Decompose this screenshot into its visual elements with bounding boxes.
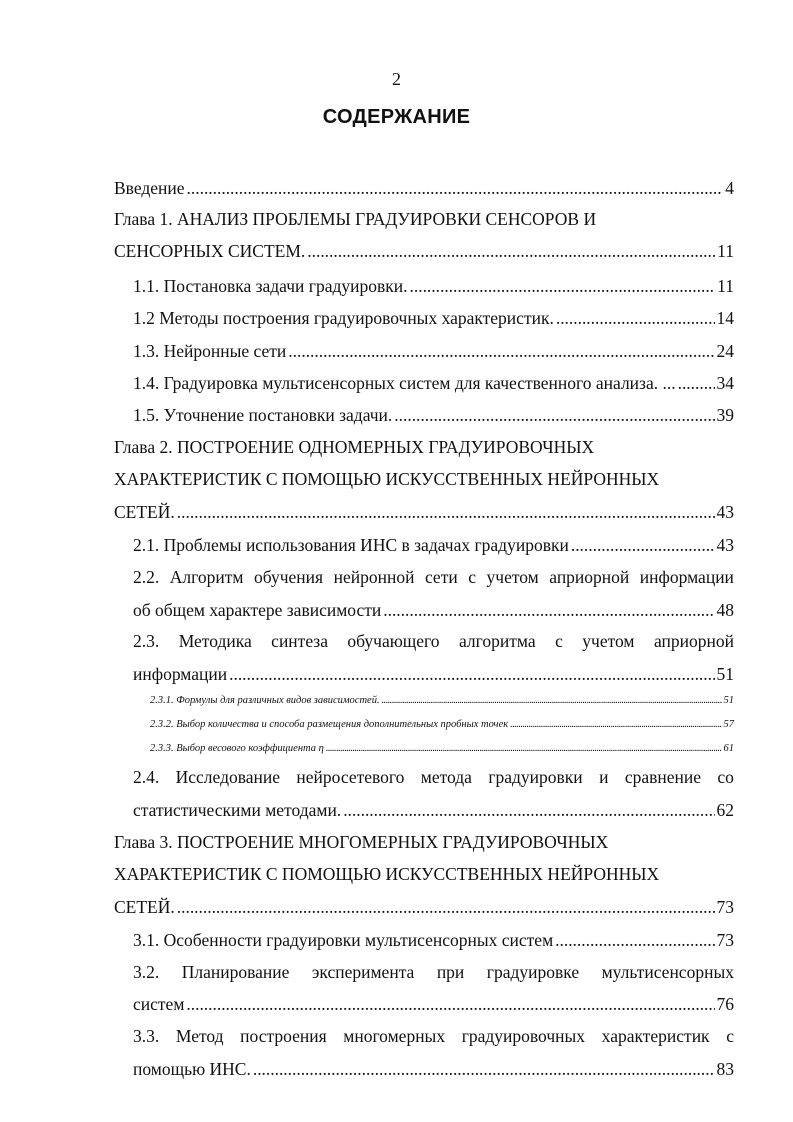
- word: с: [726, 1026, 734, 1046]
- word: 3.2.: [133, 962, 160, 982]
- word: построения: [240, 1026, 327, 1046]
- toc-chapter-2-line2[interactable]: ХАРАКТЕРИСТИК С ПОМОЩЬЮ ИСКУССТВЕННЫХ НЕЙРОННЫХ: [114, 469, 660, 489]
- word: многомерных: [343, 1026, 446, 1046]
- toc-page-number: 62: [716, 800, 734, 820]
- toc-entry-2-2-line1[interactable]: [133, 567, 734, 588]
- toc-entry-3-3-line1[interactable]: [133, 1026, 734, 1047]
- word: обучения: [253, 567, 324, 587]
- word: сети: [424, 567, 458, 587]
- word: с: [468, 567, 477, 587]
- toc-entry-text: Введение: [114, 178, 185, 198]
- word: обучающего: [347, 631, 440, 651]
- toc-entry-text: 1.5. Уточнение постановки задачи.: [133, 405, 393, 425]
- word: мультисенсорных: [601, 962, 734, 982]
- toc-page-number: 73: [716, 897, 734, 917]
- word: учетом: [486, 567, 539, 587]
- leader-dots: [394, 405, 714, 426]
- leader-dots: [555, 930, 714, 951]
- toc-entry-3-1[interactable]: [133, 930, 734, 951]
- page-number: 2: [392, 69, 401, 89]
- leader-dots: [382, 695, 722, 706]
- word: 2.4.: [133, 767, 160, 787]
- toc-entry-1-4[interactable]: [133, 373, 734, 394]
- word: Методика: [178, 631, 252, 651]
- toc-entry-intro[interactable]: [114, 178, 734, 199]
- toc-entry-3-2[interactable]: [133, 994, 734, 1015]
- toc-entry-1-2[interactable]: [133, 308, 734, 329]
- word: информации: [639, 567, 734, 587]
- leader-dots: [177, 897, 715, 918]
- toc-entry-text: 2.3.1. Формулы для различных видов зависимостей.: [150, 695, 380, 706]
- word: метода: [420, 767, 472, 787]
- toc-entry-text: 2.3.2. Выбор количества и способа размещения дополнительных пробных точек: [150, 719, 509, 730]
- word: априорной: [653, 631, 734, 651]
- toc-page-number: 11: [717, 276, 734, 296]
- leader-dots: [229, 664, 714, 685]
- leader-dots: [343, 800, 714, 821]
- toc-entry-2-4[interactable]: [133, 800, 734, 821]
- toc-page-number: 14: [716, 308, 734, 328]
- toc-entry-3-3[interactable]: [133, 1059, 734, 1080]
- toc-entry-text: СЕНСОРНЫХ СИСТЕМ.: [114, 241, 306, 261]
- toc-page-number: 39: [716, 405, 734, 425]
- toc-page-number: 11: [717, 241, 734, 261]
- toc-chapter-2[interactable]: [114, 502, 734, 523]
- word: алгоритма: [458, 631, 536, 651]
- toc-chapter-1-line1[interactable]: Глава 1. АНАЛИЗ ПРОБЛЕМЫ ГРАДУИРОВКИ СЕНСОРОВ И: [114, 209, 597, 229]
- word: учетом: [582, 631, 635, 651]
- toc-entry-text: систем: [133, 994, 185, 1014]
- toc-entry-2-2[interactable]: [133, 600, 734, 621]
- toc-page-number: 48: [716, 600, 734, 620]
- toc-entry-text: 2.1. Проблемы использования ИНС в задачах градуировки: [133, 535, 569, 555]
- word: при: [436, 962, 465, 982]
- word: синтеза: [271, 631, 328, 651]
- word: нейронной: [333, 567, 415, 587]
- word: нейросетевого: [296, 767, 405, 787]
- leader-dots: [326, 743, 722, 754]
- toc-entry-2-4-line1[interactable]: [133, 767, 734, 788]
- toc-entry-1-3[interactable]: [133, 341, 734, 362]
- word: Исследование: [175, 767, 281, 787]
- toc-entry-2-3[interactable]: [133, 664, 734, 685]
- toc-entry-2-3-3[interactable]: [150, 743, 734, 754]
- toc-page-number: 4: [725, 178, 734, 198]
- word: Алгоритм: [169, 567, 244, 587]
- word: 3.3.: [133, 1026, 160, 1046]
- toc-entry-text: статистическими методами.: [133, 800, 342, 820]
- toc-entry-2-1[interactable]: [133, 535, 734, 556]
- toc-entry-text: 1.2 Методы построения градуировочных характеристик.: [133, 308, 554, 328]
- toc-entry-text: СЕТЕЙ.: [114, 502, 175, 522]
- toc-chapter-3-line2[interactable]: ХАРАКТЕРИСТИК С ПОМОЩЬЮ ИСКУССТВЕННЫХ НЕЙРОННЫХ: [114, 864, 660, 884]
- page-title: СОДЕРЖАНИЕ: [322, 106, 471, 128]
- word: Метод: [175, 1026, 224, 1046]
- toc-chapter-1[interactable]: [114, 241, 734, 262]
- word: 2.2.: [133, 567, 160, 587]
- toc-entry-text: 1.1. Постановка задачи градуировки.: [133, 276, 408, 296]
- word: 2.3.: [133, 631, 160, 651]
- leader-dots: [510, 719, 721, 730]
- toc-entry-2-3-line1[interactable]: [133, 631, 734, 652]
- toc-page-number: 34: [716, 373, 734, 393]
- word: характеристик: [601, 1026, 710, 1046]
- toc-entry-text: помощью ИНС.: [133, 1059, 251, 1079]
- toc-chapter-3-line1[interactable]: Глава 3. ПОСТРОЕНИЕ МНОГОМЕРНЫХ ГРАДУИРОВОЧНЫХ: [114, 832, 609, 852]
- toc-page-number: 83: [716, 1059, 734, 1079]
- toc-page-number: 51: [716, 664, 734, 684]
- word: априорной: [549, 567, 630, 587]
- toc-entry-text: СЕТЕЙ.: [114, 897, 175, 917]
- toc-entry-text: 1.4. Градуировка мультисенсорных систем для качественного анализа. ...: [133, 373, 676, 393]
- toc-entry-1-1[interactable]: [133, 276, 734, 297]
- leader-dots: [307, 241, 715, 262]
- toc-chapter-2-line1[interactable]: Глава 2. ПОСТРОЕНИЕ ОДНОМЕРНЫХ ГРАДУИРОВОЧНЫХ: [114, 437, 595, 457]
- toc-page-number: 61: [723, 743, 734, 754]
- toc-entry-3-2-line1[interactable]: [133, 962, 734, 983]
- toc-entry-text: об общем характере зависимости: [133, 600, 382, 620]
- leader-dots: [288, 341, 714, 362]
- toc-entry-text: 2.3.3. Выбор весового коэффициента η: [150, 743, 324, 754]
- word: градуировке: [486, 962, 580, 982]
- word: и: [599, 767, 609, 787]
- word: Планирование: [181, 962, 290, 982]
- leader-dots: [186, 994, 714, 1015]
- leader-dots: [177, 502, 715, 523]
- toc-page-number: 73: [716, 930, 734, 950]
- toc-entry-2-3-2[interactable]: [150, 719, 734, 730]
- toc-page-number: 24: [716, 341, 734, 361]
- leader-dots: [571, 535, 715, 556]
- leader-dots: [678, 373, 715, 394]
- toc-entry-text: информации: [133, 664, 228, 684]
- leader-dots: [187, 178, 724, 199]
- word: с: [555, 631, 563, 651]
- toc-page-number: 43: [716, 535, 734, 555]
- toc-entry-2-3-1[interactable]: [150, 695, 734, 706]
- toc-entry-text: 1.3. Нейронные сети: [133, 341, 287, 361]
- toc-entry-text: 3.1. Особенности градуировки мультисенсорных систем: [133, 930, 554, 950]
- word: градуировочных: [461, 1026, 586, 1046]
- leader-dots: [410, 276, 716, 297]
- toc-chapter-3[interactable]: [114, 897, 734, 918]
- word: сравнение: [624, 767, 701, 787]
- toc-page-number: 51: [723, 695, 734, 706]
- toc-page-number: 43: [716, 502, 734, 522]
- word: градуировки: [488, 767, 583, 787]
- leader-dots: [383, 600, 714, 621]
- leader-dots: [253, 1059, 715, 1080]
- toc-page-number: 76: [716, 994, 734, 1014]
- word: со: [717, 767, 734, 787]
- toc-page-number: 57: [723, 719, 734, 730]
- leader-dots: [556, 308, 715, 329]
- toc-entry-1-5[interactable]: [133, 405, 734, 426]
- word: эксперимента: [311, 962, 415, 982]
